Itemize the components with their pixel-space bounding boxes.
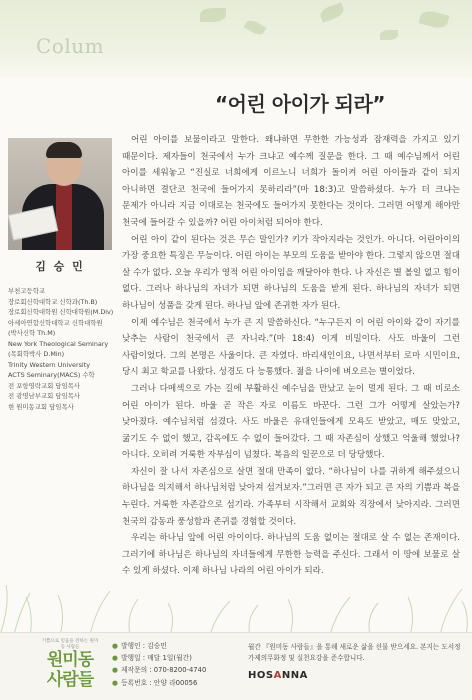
publisher-line: ● 발행인 : 김승민 bbox=[112, 642, 167, 650]
author-photo bbox=[8, 138, 112, 250]
bullet-icon: ● bbox=[112, 678, 118, 687]
article-paragraph: 우리는 하나님 앞에 어린 아이이다. 하나님의 도움 없이는 절대로 살 수 없는 존재이다. 그러기에 하나님은 하나님의 자녀들에게 무한한 능력을 주신다. 그래서 이 땅에 보물로 살 수 있게 하셨다. 이제 하나님 나라의 어린 아이가 되라. bbox=[122, 533, 460, 577]
column-label: Colum bbox=[36, 34, 105, 58]
hosanna-logo: HOSANNA bbox=[248, 670, 308, 681]
hair-shape bbox=[46, 142, 82, 158]
author-credential: 부천고등학교 bbox=[8, 287, 46, 295]
logo-tagline: 기쁨으로 믿음을 전하는 원미동 사람들 bbox=[41, 639, 99, 650]
article-body bbox=[122, 132, 460, 580]
leaf-decoration bbox=[419, 9, 450, 31]
author-credential: New York Theological Seminary bbox=[8, 339, 109, 348]
article-paragraph: 어린 아이 같이 된다는 것은 무슨 말인가? 키가 작아지라는 것인가. 아니다. 어린아이의 가장 중요한 특징은 무능이다. 어린 아이는 부모의 도움을 받아야 한다. 그렇지 않으면 절대 살 수가 없다. 오늘 우리가 영적 어린 아이임을 깨달아야 한다. 나 자신은 별 볼일 없고 힘이 없다. 그러나 하나님의 자녀가 되면 하나님의 도움을 받게 된다. 하나님의 자녀가 되면 하나님이 성품을 갖게 된다. 하나님 앞에 존귀한 자가 된다. bbox=[122, 234, 460, 311]
author-credential: 전 광명남부교회 담임목사 bbox=[8, 392, 80, 400]
author-credential: 장로회신학대학교 신학과(Th.B) bbox=[8, 297, 98, 306]
leaf-decoration bbox=[380, 30, 398, 40]
stole-shape bbox=[56, 184, 72, 250]
author-credential: 장로회신학대학원 신학대학원(M.Div) bbox=[8, 308, 114, 316]
publisher-line: ● 등록번호 : 안양 라00056 bbox=[112, 678, 198, 687]
leaf-decoration bbox=[200, 8, 226, 22]
author-credential: (목회학박사 D.Min) bbox=[8, 350, 65, 358]
leaf-decoration bbox=[319, 2, 346, 22]
author-credential: 아세아연합신학대학교 신학대학원 bbox=[8, 318, 103, 327]
author-credential: 현 원미동교회 담임목사 bbox=[8, 402, 74, 411]
subscription-notice: 월간 『원미동 사람들』을 통해 새로운 삶을 선물 받으세요. 본지는 도서정가제의무화정 및 실천요강을 준수합니다. bbox=[248, 643, 461, 662]
article-paragraph: 그러나 다메섹으로 가는 길에 부활하신 예수님을 만났고 눈이 멀게 된다. 그 때 비로소 어린 아이가 된다. 바울 곧 작은 자로 이름도 바꾼다. 그런 그가 어떻게 살았는가? 낮아졌다. 예수님처럼 섬겼다. 사도 바울은 유대인들에게 모욕도 받았고, 매도 맞았고, 굶기도 수 없이 했고, 감옥에도 수 없이 들어갔다. 그 때 자존심이 상했고 억울해 했었나? 아니다. 오히려 거룩한 자부심이 넘쳤다. 복음의 일꾼으로 더 당당했다. bbox=[122, 383, 460, 461]
bullet-icon: ● bbox=[112, 654, 118, 663]
article-paragraph: 이제 예수님은 천국에서 누가 큰 지 말씀하신다. “누구든지 이 어린 아이와 같이 자기를 낮추는 사람이 천국에서 큰 자니라.”(마 18:4) 이게 비밀이다. 사도 바울이 그런 사람이었다. 그의 본명은 사울이다. 큰 자였다. 바리새인이요, 나면서부터 로마 시민이요, 당시 최고 학교를 나왔다. 성경도 다 능통했다. 젊을 나이에 벼오르는 별이었다. bbox=[122, 317, 460, 378]
article-paragraph: 자신이 잘 나서 자존심으로 살면 절대 만족이 없다. “하나님이 나를 귀하게 해주셨으니 하나님을 의지해서 하나님처럼 낮아져 섬겨보자.”그러면 큰 자가 되고 큰 자의 기쁨과 복을 누린다. 거룩한 자존감으로 섬기라. 가족부터 시작해서 교회와 직장에서 낮아지라. 그러면 천국의 감동과 풍성함과 존귀를 경험할 것이다. bbox=[122, 466, 460, 527]
logo-title: 원미동사람들 bbox=[46, 650, 94, 690]
publisher-info bbox=[112, 640, 206, 689]
author-credential: ACTS Seminary(MACS) 수학 bbox=[8, 371, 95, 379]
author-block bbox=[8, 258, 112, 412]
publisher-line: ● 제작문의 : 070-8200-4740 bbox=[112, 666, 207, 675]
leaf-decoration bbox=[244, 18, 267, 38]
author-credential: 전 포항영락교회 담임목사 bbox=[8, 381, 80, 390]
author-credential: Trinity Western University bbox=[8, 360, 90, 369]
grass-decoration bbox=[0, 575, 472, 635]
magazine-logo bbox=[40, 638, 100, 690]
author-name: 김 승 민 bbox=[35, 260, 85, 273]
publisher-line: ● 발행일 : 매달 1일(월간) bbox=[112, 654, 192, 663]
author-credential: (박사신학 Th.M) bbox=[8, 329, 56, 337]
article-title: “어린 아이가 되라” bbox=[215, 92, 385, 116]
bullet-icon: ● bbox=[112, 642, 118, 650]
article-paragraph: 어린 아이를 보물이라고 말한다. 왜냐하면 무한한 가능성과 잠재력을 가지고 있기 때문이다. 제자들이 천국에서 누가 크냐고 예수께 질문을 한다. 그 때 예수님께서 어린 아이를 세워놓고 “진실로 너희에게 이르노니 너희가 돌이켜 어린 아이들과 같이 되지 아니하면 결단코 천국에 들어가지 못하리라”(마 18:3)고 말씀하셨다. 누가 더 크냐는 문제가 아니라 지금 이대로는 천국에도 들어가지 못한다는 것이다. 그러면 어떻게 해야만 천국에 들어갈 수 있을까? 어린 아이처럼 되어야 한다. bbox=[122, 135, 460, 228]
bullet-icon: ● bbox=[112, 666, 118, 675]
